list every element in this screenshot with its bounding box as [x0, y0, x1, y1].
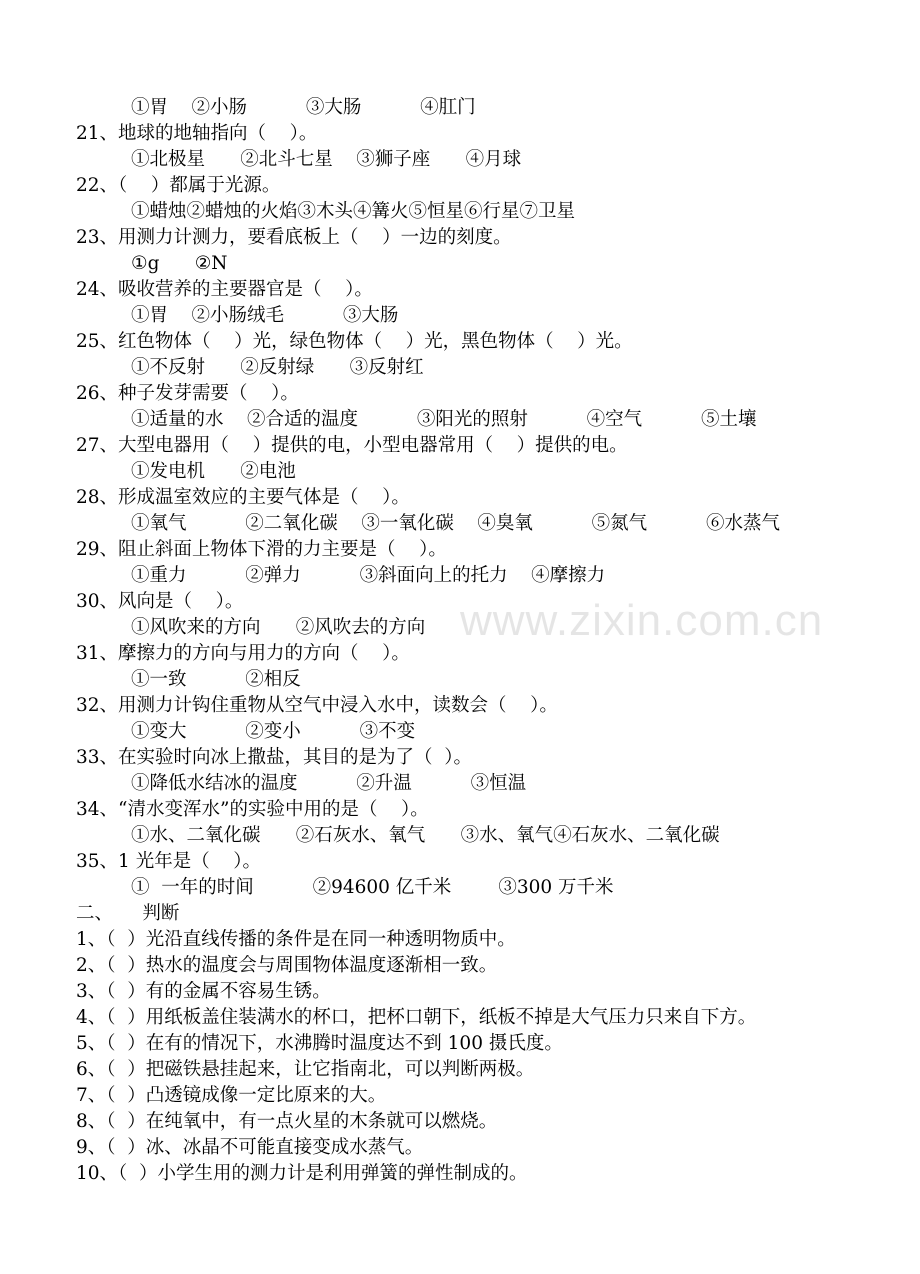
- question-30: 30、风向是（ ）。: [76, 591, 244, 612]
- question-35: 35、1 光年是（ ）。: [76, 851, 261, 872]
- question-31: 31、摩擦力的方向与用力的方向（ ）。: [76, 643, 410, 664]
- section-heading-judgment: 二、 判断: [76, 903, 180, 924]
- judgment-10: 10、（ ）小学生用的测力计是利用弹簧的弹性制成的。: [76, 1163, 528, 1184]
- judgment-8: 8、（ ）在纯氧中，有一点火星的木条就可以燃烧。: [76, 1111, 498, 1132]
- q34-options: ①水、二氧化碳 ②石灰水、氧气 ③水、氧气④石灰水、二氧化碳: [131, 825, 720, 846]
- q30-options: ①风吹来的方向 ②风吹去的方向: [131, 617, 426, 638]
- question-25: 25、红色物体（ ）光，绿色物体（ ）光，黑色物体（ ）光。: [76, 331, 633, 352]
- judgment-6: 6、（ ）把磁铁悬挂起来，让它指南北，可以判断两极。: [76, 1059, 535, 1080]
- q31-options: ①一致 ②相反: [131, 669, 301, 690]
- question-27: 27、大型电器用（ ）提供的电，小型电器常用（ ）提供的电。: [76, 435, 628, 456]
- q26-options: ①适量的水 ②合适的温度 ③阳光的照射 ④空气 ⑤土壤: [131, 409, 757, 430]
- q35-options: ① 一年的时间 ②94600 亿千米 ③300 万千米: [131, 877, 614, 898]
- q22-options: ①蜡烛②蜡烛的火焰③木头④篝火⑤恒星⑥行星⑦卫星: [131, 201, 576, 222]
- q28-options: ①氧气 ②二氧化碳 ③一氧化碳 ④臭氧 ⑤氮气 ⑥水蒸气: [131, 513, 780, 534]
- judgment-3: 3、（ ）有的金属不容易生锈。: [76, 981, 331, 1002]
- question-21: 21、地球的地轴指向（ ）。: [76, 123, 318, 144]
- question-23: 23、用测力计测力，要看底板上（ ）一边的刻度。: [76, 227, 512, 248]
- question-24: 24、吸收营养的主要器官是（ ）。: [76, 279, 373, 300]
- judgment-9: 9、（ ）冰、冰晶不可能直接变成水蒸气。: [76, 1137, 424, 1158]
- judgment-5: 5、（ ）在有的情况下，水沸腾时温度达不到 100 摄氏度。: [76, 1033, 563, 1054]
- judgment-1: 1、（ ）光沿直线传播的条件是在同一种透明物质中。: [76, 929, 516, 950]
- q20-options: ①胃 ②小肠 ③大肠 ④肛门: [131, 97, 476, 118]
- q24-options: ①胃 ②小肠绒毛 ③大肠: [131, 305, 399, 326]
- q21-options: ①北极星 ②北斗七星 ③狮子座 ④月球: [131, 149, 522, 170]
- q27-options: ①发电机 ②电池: [131, 461, 296, 482]
- judgment-7: 7、（ ）凸透镜成像一定比原来的大。: [76, 1085, 387, 1106]
- question-29: 29、阻止斜面上物体下滑的力主要是（ ）。: [76, 539, 447, 560]
- judgment-4: 4、（ ）用纸板盖住装满水的杯口，把杯口朝下，纸板不掉是大气压力只来自下方。: [76, 1007, 757, 1028]
- question-33: 33、在实验时向冰上撒盐，其目的是为了（ ）。: [76, 747, 473, 768]
- watermark: www.zixin.com.cn: [460, 596, 824, 645]
- question-26: 26、种子发芽需要（ ）。: [76, 383, 299, 404]
- q23-options: ①g ②N: [131, 253, 228, 274]
- q33-options: ①降低水结冰的温度 ②升温 ③恒温: [131, 773, 527, 794]
- judgment-2: 2、（ ）热水的温度会与周围物体温度逐渐相一致。: [76, 955, 498, 976]
- q32-options: ①变大 ②变小 ③不变: [131, 721, 416, 742]
- q29-options: ①重力 ②弹力 ③斜面向上的托力 ④摩擦力: [131, 565, 606, 586]
- question-28: 28、形成温室效应的主要气体是（ ）。: [76, 487, 410, 508]
- question-32: 32、用测力计钩住重物从空气中浸入水中，读数会（ ）。: [76, 695, 558, 716]
- q25-options: ①不反射 ②反射绿 ③反射红: [131, 357, 424, 378]
- question-34: 34、“清水变浑水”的实验中用的是（ ）。: [76, 799, 429, 820]
- question-22: 22、（ ）都属于光源。: [76, 175, 281, 196]
